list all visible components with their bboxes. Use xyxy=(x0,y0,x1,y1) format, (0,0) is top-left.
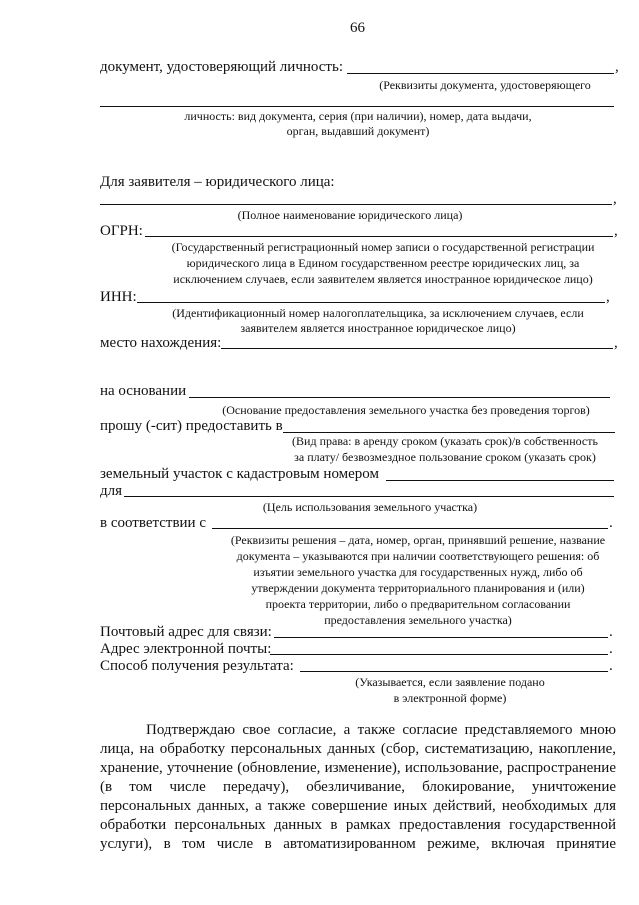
page-number: 66 xyxy=(350,20,365,36)
inn-caption-line-1: (Идентификационный номер налогоплательщика, за исключением случаев, если xyxy=(172,306,584,320)
identity-comma-1: , xyxy=(615,59,619,75)
result-method-label: Способ получения результата: xyxy=(100,658,294,674)
identity-document-field-2[interactable] xyxy=(100,106,614,107)
inn-label: ИНН: xyxy=(100,289,137,305)
consent-line: Подтверждаю свое согласие, а также согласие представляемого мною xyxy=(146,722,616,738)
identity-caption-line-3: орган, выдавший документ) xyxy=(286,124,430,138)
legal-entity-name-caption: (Полное наименование юридического лица) xyxy=(237,208,463,222)
postal-address-field[interactable] xyxy=(274,637,608,638)
ogrn-label: ОГРН: xyxy=(100,223,143,239)
identity-document-field[interactable] xyxy=(347,73,614,74)
basis-caption: (Основание предоставления земельного участка без проведения торгов) xyxy=(222,403,590,417)
ogrn-caption-line-3: исключением случаев, если заявителем является иностранное юридическое лицо) xyxy=(173,272,593,286)
consent-paragraph xyxy=(100,721,616,854)
legal-entity-heading: Для заявителя – юридического лица: xyxy=(100,174,335,190)
accordance-label: в соответствии с xyxy=(100,515,206,531)
cadastral-label: земельный участок с кадастровым номером xyxy=(100,466,380,482)
decision-caption-line-2: документа – указываются при наличии соответствующего решения: об xyxy=(236,549,600,563)
consent-line: (в том числе передачу), обезличивание, блокирование, уничтожение xyxy=(100,779,616,795)
ogrn-field[interactable] xyxy=(145,236,613,237)
inn-caption-line-2: заявителем является иностранное юридическое лицо) xyxy=(240,321,516,335)
location-label: место нахождения: xyxy=(100,335,222,351)
decision-caption-line-6: предоставления земельного участка) xyxy=(324,613,512,627)
accordance-field[interactable] xyxy=(212,528,608,529)
result-method-field[interactable] xyxy=(300,671,608,672)
consent-line: хранение, уточнение (обновление, изменение), использование, распространение xyxy=(100,760,616,776)
decision-caption-line-1: (Реквизиты решения – дата, номер, орган, принявший решение, название xyxy=(230,533,606,547)
identity-caption-line-1: (Реквизиты документа, удостоверяющего xyxy=(379,78,591,92)
cadastral-field[interactable] xyxy=(386,480,614,481)
decision-caption-line-4: утверждении документа территориального планирования и (или) xyxy=(251,581,585,595)
inn-field[interactable] xyxy=(137,302,605,303)
method-caption-line-2: в электронной форме) xyxy=(393,691,507,705)
consent-line: персональных данных, а также совершение иных действий, необходимых для xyxy=(100,798,616,814)
accordance-period: . xyxy=(609,515,613,531)
provide-label: прошу (-сит) предоставить в xyxy=(100,418,283,434)
postal-address-label: Почтовый адрес для связи: xyxy=(100,624,272,640)
provide-field[interactable] xyxy=(283,432,615,433)
ogrn-caption-line-2: юридического лица в Едином государственном реестре юридических лиц, за xyxy=(186,256,580,270)
basis-field[interactable] xyxy=(189,397,610,398)
basis-label: на основании xyxy=(100,383,187,399)
consent-line: лица, на обработку персональных данных (сбор, систематизацию, накопление, xyxy=(100,741,616,757)
identity-caption-line-2: личность: вид документа, серия (при наличии), номер, дата выдачи, xyxy=(184,109,532,123)
location-comma: , xyxy=(614,335,618,351)
right-caption-line-2: за плату/ безвозмездное пользование сроком (указать срок) xyxy=(294,450,596,464)
postal-period: . xyxy=(609,624,613,640)
purpose-field[interactable] xyxy=(124,496,614,497)
right-caption-line-1: (Вид права: в аренду сроком (указать срок)/в собственность xyxy=(292,434,598,448)
location-field[interactable] xyxy=(221,348,613,349)
ogrn-comma: , xyxy=(614,223,618,239)
decision-caption-line-3: изъятии земельного участка для государственных нужд, либо об xyxy=(253,565,583,579)
legal-entity-name-field[interactable] xyxy=(100,204,612,205)
ogrn-caption-line-1: (Государственный регистрационный номер записи о государственной регистрации xyxy=(171,240,595,254)
method-caption-line-1: (Указывается, если заявление подано xyxy=(355,675,545,689)
purpose-label: для xyxy=(100,483,123,499)
email-period: . xyxy=(609,641,613,657)
method-period: . xyxy=(609,658,613,674)
consent-line: обработки персональных данных в рамках предоставления государственной xyxy=(100,817,616,833)
legal-name-comma: , xyxy=(613,191,617,207)
email-label: Адрес электронной почты: xyxy=(100,641,272,657)
decision-caption-line-5: проекта территории, либо о предварительном согласовании xyxy=(265,597,571,611)
purpose-caption: (Цель использования земельного участка) xyxy=(262,500,478,514)
email-field[interactable] xyxy=(270,654,608,655)
identity-document-label: документ, удостоверяющий личность: xyxy=(100,59,343,75)
consent-line: услуги), в том числе в автоматизированном режиме, включая принятие xyxy=(100,836,616,852)
inn-comma: , xyxy=(606,289,610,305)
